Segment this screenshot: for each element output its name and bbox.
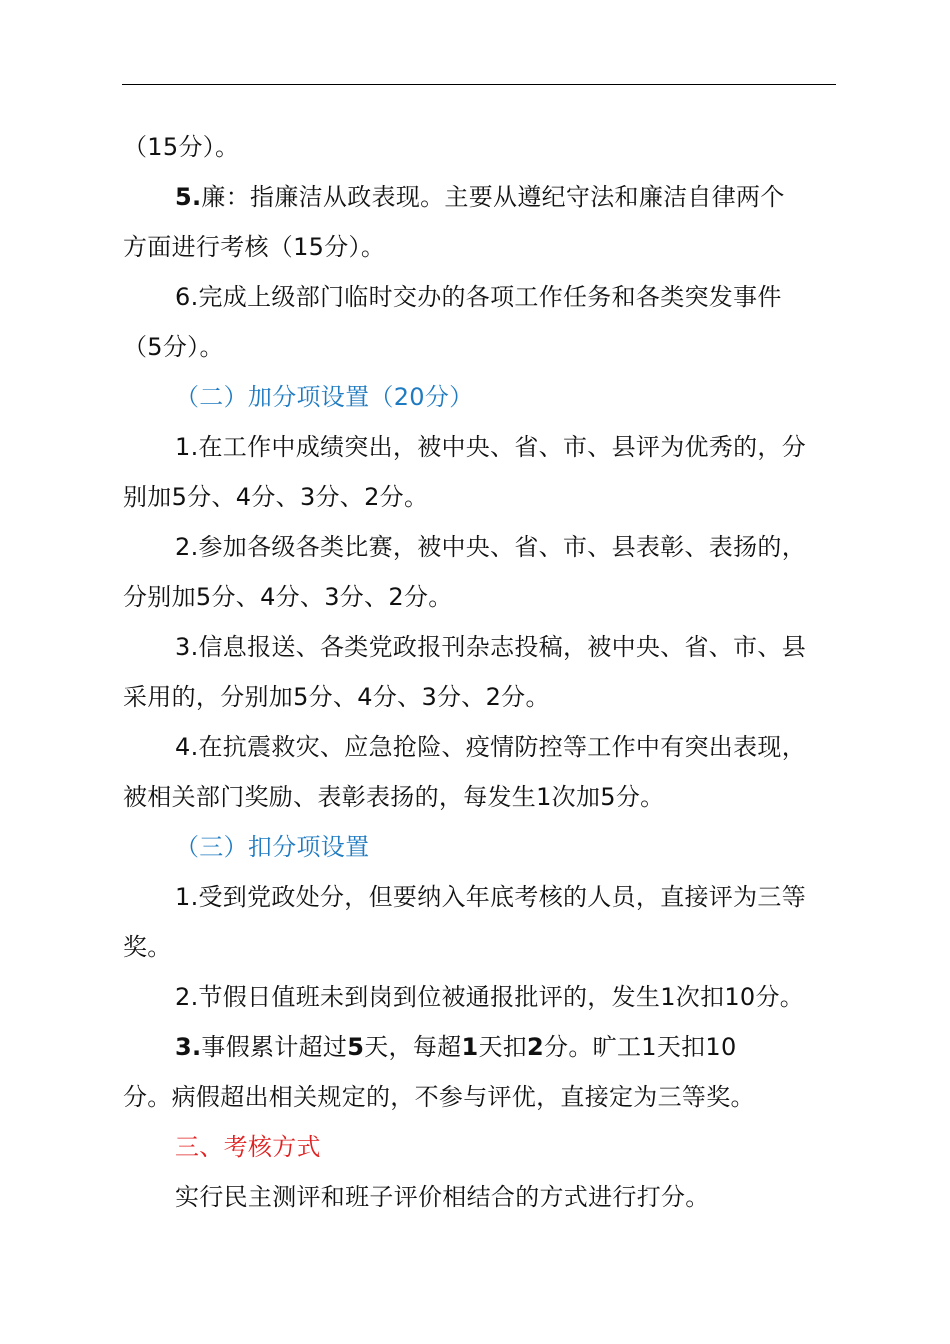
text-segment: 事假累计超过 [201, 1033, 348, 1061]
chapter-heading [123, 1122, 835, 1172]
document-body [123, 122, 835, 1222]
text-line [123, 522, 835, 572]
text-line [123, 972, 835, 1022]
text-line [123, 672, 835, 722]
text-line [123, 572, 835, 622]
text-segment: （5分）。 [123, 333, 224, 361]
text-segment: 奖。 [123, 933, 172, 961]
text-line [123, 122, 835, 172]
text-segment: 6.完成上级部门临时交办的各项工作任务和各类突发事件 [175, 283, 782, 311]
text-line [123, 272, 835, 322]
text-segment: 分别加5分、4分、3分、2分。 [123, 583, 453, 611]
text-line [123, 772, 835, 822]
text-segment: 5. [175, 183, 202, 211]
text-segment: （三）扣分项设置 [175, 833, 370, 861]
text-segment: 1.在工作中成绩突出，被中央、省、市、县评为优秀的，分 [175, 433, 806, 461]
text-segment: 天扣 [478, 1033, 528, 1061]
section-heading [123, 372, 835, 422]
text-line [123, 172, 835, 222]
text-line [123, 1022, 835, 1072]
text-segment: 分。病假超出相关规定的，不参与评优，直接定为三等奖。 [123, 1083, 755, 1111]
text-line [123, 1172, 835, 1222]
text-segment: 采用的，分别加5分、4分、3分、2分。 [123, 683, 550, 711]
header-rule [122, 84, 836, 85]
text-line [123, 472, 835, 522]
text-segment: 5 [347, 1033, 365, 1061]
text-line [123, 422, 835, 472]
text-segment: （二）加分项设置（20分） [175, 383, 474, 411]
text-segment: 分。旷工1天扣10 [544, 1033, 737, 1061]
text-segment: 1 [461, 1033, 479, 1061]
text-segment: 2.参加各级各类比赛，被中央、省、市、县表彰、表扬的， [175, 533, 806, 561]
text-segment: 2.节假日值班未到岗到位被通报批评的，发生1次扣10分。 [175, 983, 805, 1011]
text-segment: 别加5分、4分、3分、2分。 [123, 483, 429, 511]
text-line [123, 922, 835, 972]
text-segment: 2 [527, 1033, 545, 1061]
text-segment: 被相关部门奖励、表彰表扬的，每发生1次加5分。 [123, 783, 665, 811]
text-line [123, 722, 835, 772]
text-segment: 三、考核方式 [175, 1133, 321, 1161]
text-segment: 4.在抗震救灾、应急抢险、疫情防控等工作中有突出表现， [175, 733, 806, 761]
text-segment: 1.受到党政处分，但要纳入年底考核的人员，直接评为三等 [175, 883, 806, 911]
text-line [123, 872, 835, 922]
section-heading [123, 822, 835, 872]
text-segment: 3.信息报送、各类党政报刊杂志投稿，被中央、省、市、县 [175, 633, 806, 661]
text-line [123, 1072, 835, 1122]
text-segment: 3. [175, 1033, 202, 1061]
text-line [123, 222, 835, 272]
text-segment: （15分）。 [123, 133, 240, 161]
text-segment: 实行民主测评和班子评价相结合的方式进行打分。 [175, 1183, 710, 1211]
text-segment: 方面进行考核（15分）。 [123, 233, 386, 261]
text-line [123, 322, 835, 372]
text-line [123, 622, 835, 672]
text-segment: 廉：指廉洁从政表现。主要从遵纪守法和廉洁自律两个 [201, 183, 785, 211]
text-segment: 天，每超 [364, 1033, 462, 1061]
